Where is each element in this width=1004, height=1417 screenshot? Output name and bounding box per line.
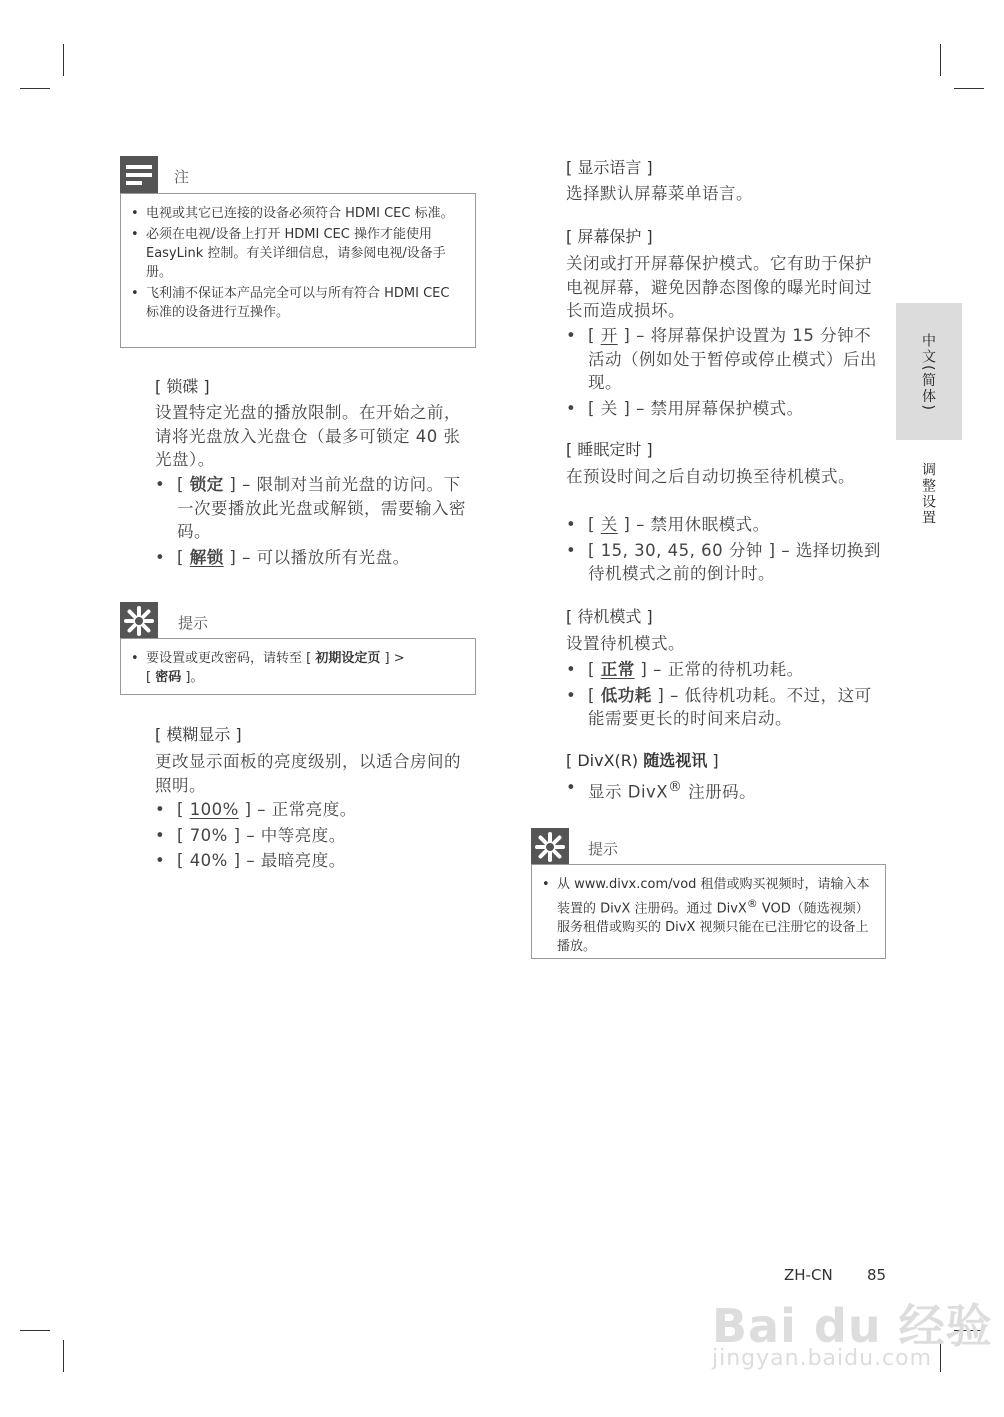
section-desc-sleep: 在预设时间之后自动切换至待机模式。 xyxy=(566,467,855,486)
crop-mark xyxy=(940,44,941,76)
note-box xyxy=(120,193,476,348)
saver-option-on: • [ 开 ] – 将屏幕保护设置为 15 分钟不活动（例如处于暂停或停止模式）后出现。 xyxy=(566,324,884,395)
section-title-lang: [ 显示语言 ] xyxy=(566,158,653,177)
saver-options xyxy=(566,324,884,422)
lock-option-unlock: • [ 解锁 ] – 可以播放所有光盘。 xyxy=(155,546,477,570)
section-title-saver: [ 屏幕保护 ] xyxy=(566,227,653,246)
tip-item: • 从 www.divx.com/vod 租借或购买视频时，请输入本装置的 DivX 注册码。通过 DivX® VOD（随选视频）服务租借或购买的 DivX 视频只能在已注册它的设备上播放。 xyxy=(540,875,873,956)
side-tab-language: 中文(简体) xyxy=(920,333,936,412)
divx-options xyxy=(566,776,884,806)
sleep-option-off: • [ 关 ] – 禁用休眠模式。 xyxy=(566,513,884,537)
dim-option-40: • [ 40% ] – 最暗亮度。 xyxy=(155,849,477,873)
section-title-dim: [ 模糊显示 ] xyxy=(155,725,242,744)
section-title-divx: [ DivX(R) 随选视讯 ] xyxy=(566,751,719,770)
standby-options xyxy=(566,658,884,733)
dim-option-70: • [ 70% ] – 中等亮度。 xyxy=(155,824,477,848)
section-desc-lang: 选择默认屏幕菜单语言。 xyxy=(566,184,753,203)
sleep-option-times: • [ 15, 30, 45, 60 分钟 ] – 选择切换到待机模式之前的倒计时。 xyxy=(566,539,884,586)
saver-option-off: • [ 关 ] – 禁用屏幕保护模式。 xyxy=(566,397,884,421)
section-title-lock: [ 锁碟 ] xyxy=(155,377,210,396)
tip-box xyxy=(120,638,476,695)
section-title-standby: [ 待机模式 ] xyxy=(566,607,653,626)
section-desc-standby: 设置待机模式。 xyxy=(566,634,685,653)
tip-item: • 要设置或更改密码，请转至 [ 初期设定页 ] > [ 密码 ]。 xyxy=(129,649,463,687)
tip-label: 提示 xyxy=(178,614,209,632)
dim-options xyxy=(155,798,477,875)
note-label: 注 xyxy=(174,168,190,186)
note-icon xyxy=(120,156,158,194)
tip-label: 提示 xyxy=(588,840,619,858)
dim-option-100: • [ 100% ] – 正常亮度。 xyxy=(155,798,477,822)
lock-option-lock: • [ 锁定 ] – 限制对当前光盘的访问。下一次要播放此光盘或解锁，需要输入密码。 xyxy=(155,473,477,544)
tip-icon xyxy=(120,602,158,640)
tip-box xyxy=(531,864,886,959)
note-item: • 电视或其它已连接的设备必须符合 HDMI CEC 标准。 xyxy=(129,204,463,223)
tip-icon xyxy=(531,828,569,866)
lock-options xyxy=(155,473,477,571)
standby-option-low: • [ 低功耗 ] – 低待机功耗。不过，这可能需要更长的时间来启动。 xyxy=(566,684,884,731)
side-section-label: 调整设置 xyxy=(920,462,936,526)
page-number: 85 xyxy=(867,1266,887,1284)
note-item: • 必须在电视/设备上打开 HDMI CEC 操作才能使用 EasyLink 控制。有关详细信息，请参阅电视/设备手册。 xyxy=(129,225,463,282)
crop-mark xyxy=(63,1340,64,1372)
note-item: • 飞利浦不保证本产品完全可以与所有符合 HDMI CEC 标准的设备进行互操作。 xyxy=(129,284,463,322)
crop-mark xyxy=(954,88,984,89)
section-desc-dim: 更改显示面板的亮度级别，以适合房间的照明。 xyxy=(155,752,461,795)
standby-option-normal: • [ 正常 ] – 正常的待机功耗。 xyxy=(566,658,884,682)
watermark-url: jingyan.baidu.com xyxy=(712,1346,933,1371)
watermark-brand: Bai du 经验 xyxy=(712,1299,993,1353)
crop-mark xyxy=(20,88,50,89)
section-desc-lock: 设置特定光盘的播放限制。在开始之前，请将光盘放入光盘仓（最多可锁定 40 张光盘）。 xyxy=(155,403,461,469)
section-desc-saver: 关闭或打开屏幕保护模式。它有助于保护电视屏幕，避免因静态图像的曝光时间过长而造成损坏。 xyxy=(566,254,872,320)
crop-mark xyxy=(20,1330,50,1331)
divx-option: • 显示 DivX® 注册码。 xyxy=(566,776,884,804)
section-title-sleep: [ 睡眠定时 ] xyxy=(566,440,653,459)
footer-language: ZH-CN xyxy=(784,1266,833,1284)
sleep-options xyxy=(566,513,884,588)
side-language-tab xyxy=(896,303,962,440)
crop-mark xyxy=(63,44,64,76)
